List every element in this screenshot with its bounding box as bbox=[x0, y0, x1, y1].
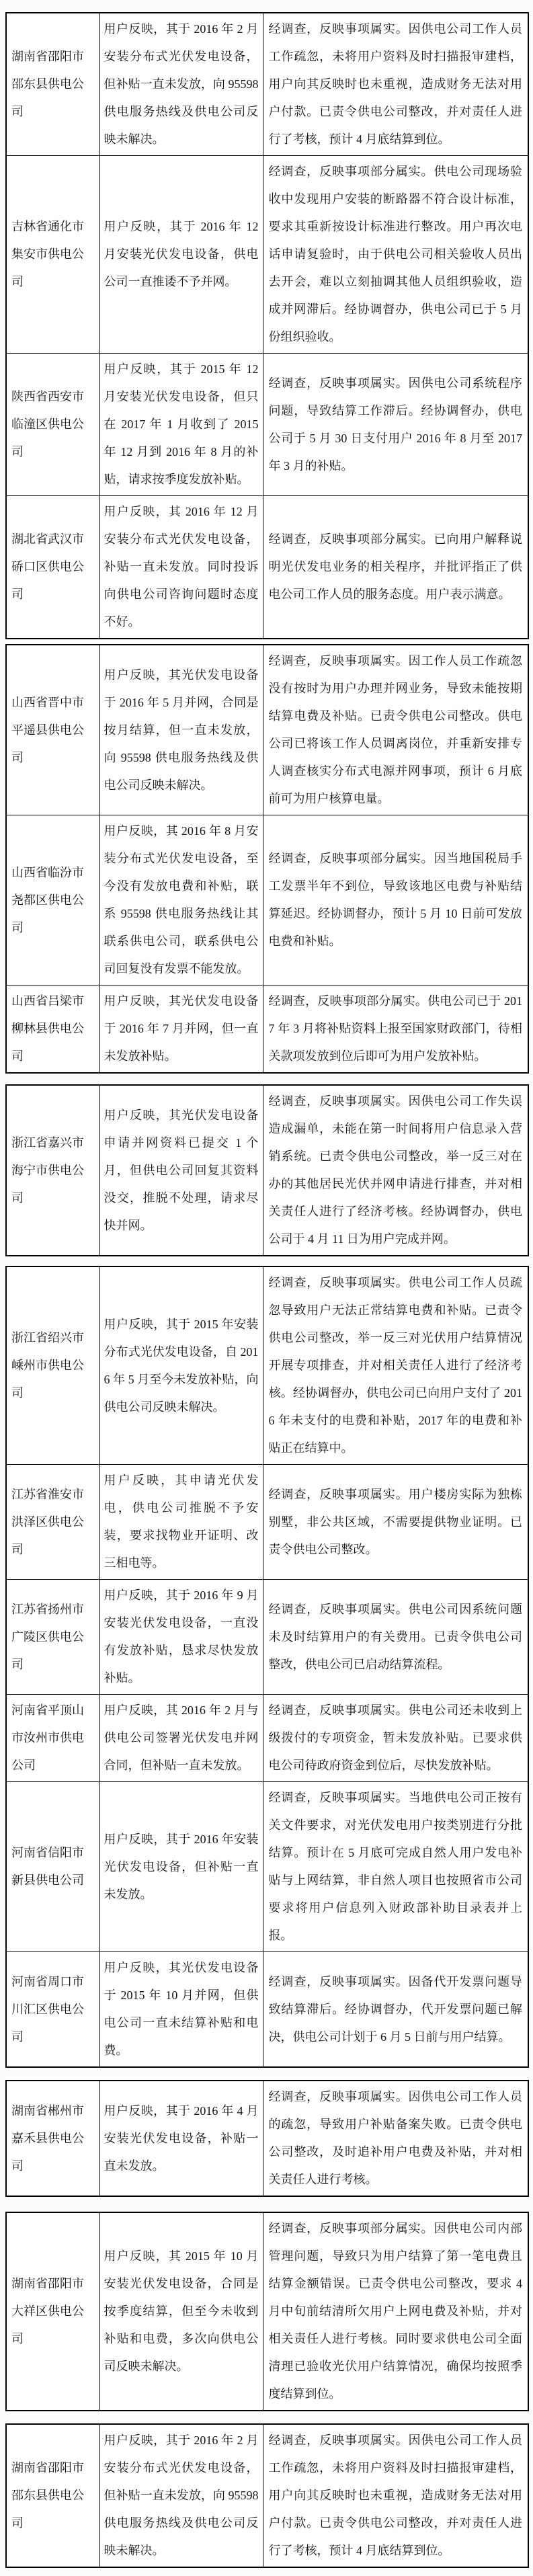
complaint-cell: 用户反映，其 2016 年 12 月安装分布式光伏发电设备，补贴一直未发放。同时投诉向供电公司咨询问题时态度不好。 bbox=[99, 496, 263, 639]
complaint-cell: 用户反映，其 2016 年 2 月与供电公司签署光伏发电并网合同，但补贴一直未发放。 bbox=[99, 1695, 263, 1782]
table-row bbox=[6, 1465, 528, 1580]
complaint-cell: 用户反映，其光伏发电设备于 2016 年 7 月并网，但一直未发放补贴。 bbox=[99, 985, 263, 1074]
result-cell: 经调查，反映事项属实。因供电公司工作人员工作疏忽，未将用户资料及时扫描报审建档，用户向其反映时也未重视，造成财务无法对用户付款。已责令供电公司整改，并对责任人进行了考核，预计 4 月底结算到位。 bbox=[263, 13, 528, 156]
result-cell: 经调查，反映事项属实。供电公司因系统问题未及时结算用户的有关费用。已责令供电公司整改，供电公司已启动结算流程。 bbox=[263, 1580, 528, 1695]
result-cell: 经调查，反映事项属实。因备代开发票问题导致结算滞后。经协调督办，代开发票问题已解决，供电公司计划于 6 月 5 日前与用户结算。 bbox=[263, 1952, 528, 2068]
table-row bbox=[6, 1695, 528, 1782]
company-cell: 浙江省绍兴市嵊州市供电公司 bbox=[6, 1266, 99, 1465]
complaint-cell: 用户反映，其于 2016 年 2 月安装分布式光伏发电设备，但补贴一直未发放，向 95598 供电服务热线及供电公司反映未解决。 bbox=[99, 13, 263, 156]
result-cell: 经调查，反映事项部分属实。因供电公司内部管理问题，导致只为用户结算了第一笔电费且结算金额错误。已责令供电公司整改，要求 4 月中旬前结清所欠用户上网电费及补贴，并对相关责任人进行考核。同时要求供电公司全面清理已验收光伏用户结算情况，确保均按照季度结算到位。 bbox=[263, 2212, 528, 2411]
result-cell: 经调查，反映事项属实。当地供电公司正按有关文件要求，对光伏发电用户按类别进行分批结算。预计在 5 月底可完成自然人用户发电补贴与上网结算，非自然人项目也按照省市公司要求将用户信息列入财政部补助目录表并上报。 bbox=[263, 1782, 528, 1952]
complaint-cell: 用户反映，其于 2016 年 2 月安装分布式光伏发电设备，但补贴一直未发放，向 95598 供电服务热线及供电公司反映未解决。 bbox=[99, 2424, 263, 2567]
complaint-cell: 用户反映，其于 2015 年 12 月安装光伏发电设备，但只在 2017 年 1 月收到了 2015 年 12 月到 2016 年 8 月的补贴，请求按季度发放补贴。 bbox=[99, 354, 263, 496]
table-row bbox=[6, 645, 528, 815]
company-cell: 河南省平顶山市汝州市供电公司 bbox=[6, 1695, 99, 1782]
table-row bbox=[6, 985, 528, 1074]
complaint-cell: 用户反映，其 2016 年 8 月安装分布式光伏发电设备，至今没有发放电费和补贴，联系 95598 供电服务热线让其联系供电公司，联系供电公司回复没有发票不能发放。 bbox=[99, 815, 263, 985]
result-cell: 经调查，反映事项属实。因供电公司工作人员的疏忽，导致用户补贴备案失败。已责令供电公司整改，及时追补用户电费及补贴，并对相关责任人进行考核。 bbox=[263, 2081, 528, 2196]
result-cell: 经调查，反映事项属实。因工作人员工作疏忽没有按时为用户办理并网业务，导致未能按期结算电费及补贴。已责令供电公司整改。供电公司已将该工作人员调离岗位，并重新安排专人调查核实分布式电源并网事项，预计 6 月底前可为用户核算电量。 bbox=[263, 645, 528, 815]
result-cell: 经调查，反映事项属实。因供电公司工作人员工作疏忽，未将用户资料及时扫描报审建档，用户向其反映时也未重视，造成财务无法对用户付款。已责令供电公司整改，并对责任人进行了考核，预计 4 月底结算到位。 bbox=[263, 2424, 528, 2567]
company-cell: 陕西省西安市临潼区供电公司 bbox=[6, 354, 99, 496]
result-cell: 经调查，反映事项属实。因供电公司工作失误造成漏单，未能在第一时间将用户信息录入营销系统。已责令供电公司整改，举一反三对在办的其他居民光伏并网申请进行排查，并对相关责任人进行了经济考核。经协调督办，供电公司于 4 月 11 日为用户完成并网。 bbox=[263, 1085, 528, 1256]
company-cell: 山西省临汾市尧都区供电公司 bbox=[6, 815, 99, 985]
company-cell: 河南省信阳市新县供电公司 bbox=[6, 1782, 99, 1952]
table-row bbox=[6, 1952, 528, 2068]
company-cell: 湖北省武汉市硚口区供电公司 bbox=[6, 496, 99, 639]
complaint-cell: 用户反映，其于 2016 年 9 月安装光伏发电设备，一直没有发放补贴，恳求尽快发放补贴。 bbox=[99, 1580, 263, 1695]
company-cell: 山西省吕梁市柳林县供电公司 bbox=[6, 985, 99, 1074]
table-row bbox=[6, 815, 528, 985]
company-cell: 浙江省嘉兴市海宁市供电公司 bbox=[6, 1085, 99, 1256]
company-cell: 河南省周口市川汇区供电公司 bbox=[6, 1952, 99, 2068]
result-cell: 经调查，反映事项部分属实。供电公司已于 2017 年 3 月将补贴资料上报至国家财政部门，待相关款项发放到位后即可为用户发放补贴。 bbox=[263, 985, 528, 1074]
table-block bbox=[5, 2423, 529, 2568]
table-row bbox=[6, 1085, 528, 1256]
table-block bbox=[5, 1266, 529, 2068]
table-row bbox=[6, 1782, 528, 1952]
result-cell: 经调查，反映事项属实。用户楼房实际为独栋别墅，非公共区域，不需要提供物业证明。已责令供电公司整改。 bbox=[263, 1465, 528, 1580]
result-cell: 经调查，反映事项属实。供电公司工作人员疏忽导致用户无法正常结算电费和补贴。已责令供电公司整改，举一反三对光伏用户结算情况开展专项排查，并对相关责任人进行了经济考核。经协调督办，供电公司已向用户支付了 2016 年未支付的电费和补贴，2017 年的电费和补贴正在结算中。 bbox=[263, 1266, 528, 1465]
result-cell: 经调查，反映事项部分属实。因当地国税局手工发票半年不到位，导致该地区电费与补贴结算延迟。经协调督办，预计 5 月 10 日前可发放电费和补贴。 bbox=[263, 815, 528, 985]
complaint-cell: 用户反映，其于 2015 年安装分布式光伏发电设备，自 2016 年 5 月至今未发放补贴，向供电公司反映未解决。 bbox=[99, 1266, 263, 1465]
table-block bbox=[5, 644, 529, 1074]
complaint-cell: 用户反映，其于 2016 年 12 月安装光伏发电设备，供电公司一直推诿不予并网。 bbox=[99, 156, 263, 354]
company-cell: 湖南省邵阳市邵东县供电公司 bbox=[6, 13, 99, 156]
table-row bbox=[6, 2424, 528, 2567]
company-cell: 湖南省邵阳市邵东县供电公司 bbox=[6, 2424, 99, 2567]
company-cell: 山西省晋中市平遥县供电公司 bbox=[6, 645, 99, 815]
table-row bbox=[6, 2212, 528, 2411]
table-row bbox=[6, 2081, 528, 2196]
company-cell: 江苏省淮安市洪泽区供电公司 bbox=[6, 1465, 99, 1580]
complaint-cell: 用户反映，其光伏发电设备于 2016 年 5 月并网，合同是按月结算，但一直未发放，向 95598 供电服务热线及供电公司反映未解决。 bbox=[99, 645, 263, 815]
table-row bbox=[6, 354, 528, 496]
result-cell: 经调查，反映事项部分属实。已向用户解释说明光伏发电业务的相关程序，并批评指正了供电公司工作人员的服务态度。用户表示满意。 bbox=[263, 496, 528, 639]
table-block bbox=[5, 2212, 529, 2411]
table-row bbox=[6, 13, 528, 156]
company-cell: 吉林省通化市集安市供电公司 bbox=[6, 156, 99, 354]
company-cell: 江苏省扬州市广陵区供电公司 bbox=[6, 1580, 99, 1695]
result-cell: 经调查，反映事项部分属实。供电公司现场验收中发现用户安装的断路器不符合设计标准，要求其重新按设计标准进行整改。用户再次电话申请复验时，由于供电公司相关验收人员出去开会，难以立刻抽调其他人员组织验收，造成并网滞后。经协调督办，供电公司已于 5 月份组织验收。 bbox=[263, 156, 528, 354]
table-block bbox=[5, 2080, 529, 2197]
table-row bbox=[6, 1580, 528, 1695]
company-cell: 湖南省邵阳市大祥区供电公司 bbox=[6, 2212, 99, 2411]
complaint-cell: 用户反映，其申请光伏发电，供电公司推脱不予安装，要求找物业开证明、改三相电等。 bbox=[99, 1465, 263, 1580]
complaint-cell: 用户反映，其于 2016 年安装光伏发电设备，但补贴一直未发放。 bbox=[99, 1782, 263, 1952]
complaint-cell: 用户反映，其于 2016 年 4 月安装光伏发电设备，补贴一直未发放。 bbox=[99, 2081, 263, 2196]
complaint-cell: 用户反映，其 2015 年 10 月安装光伏发电设备，合同是按季度结算，但至今未收到补贴和电费，多次向供电公司反映未解决。 bbox=[99, 2212, 263, 2411]
table-row bbox=[6, 1266, 528, 1465]
table-block bbox=[5, 1084, 529, 1256]
result-cell: 经调查，反映事项属实。因供电公司系统程序问题，导致结算工作滞后。经协调督办，供电公司于 5 月 30 日支付用户 2016 年 8 月至 2017 年 3 月的补贴。 bbox=[263, 354, 528, 496]
result-cell: 经调查，反映事项属实。供电公司还未收到上级拨付的专项资金，暂未发放补贴。已要求供电公司待政府资金到位后，尽快发放补贴。 bbox=[263, 1695, 528, 1782]
company-cell: 湖南省郴州市嘉禾县供电公司 bbox=[6, 2081, 99, 2196]
complaint-cell: 用户反映，其光伏发电设备于 2015 年 10 月并网，但供电公司一直未结算补贴和电费。 bbox=[99, 1952, 263, 2068]
complaint-cell: 用户反映，其光伏发电设备申请并网资料已提交 1 个月，但供电公司回复其资料没交，推脱不处理，请求尽快并网。 bbox=[99, 1085, 263, 1256]
table-row bbox=[6, 496, 528, 639]
table-block bbox=[5, 12, 529, 639]
table-row bbox=[6, 156, 528, 354]
